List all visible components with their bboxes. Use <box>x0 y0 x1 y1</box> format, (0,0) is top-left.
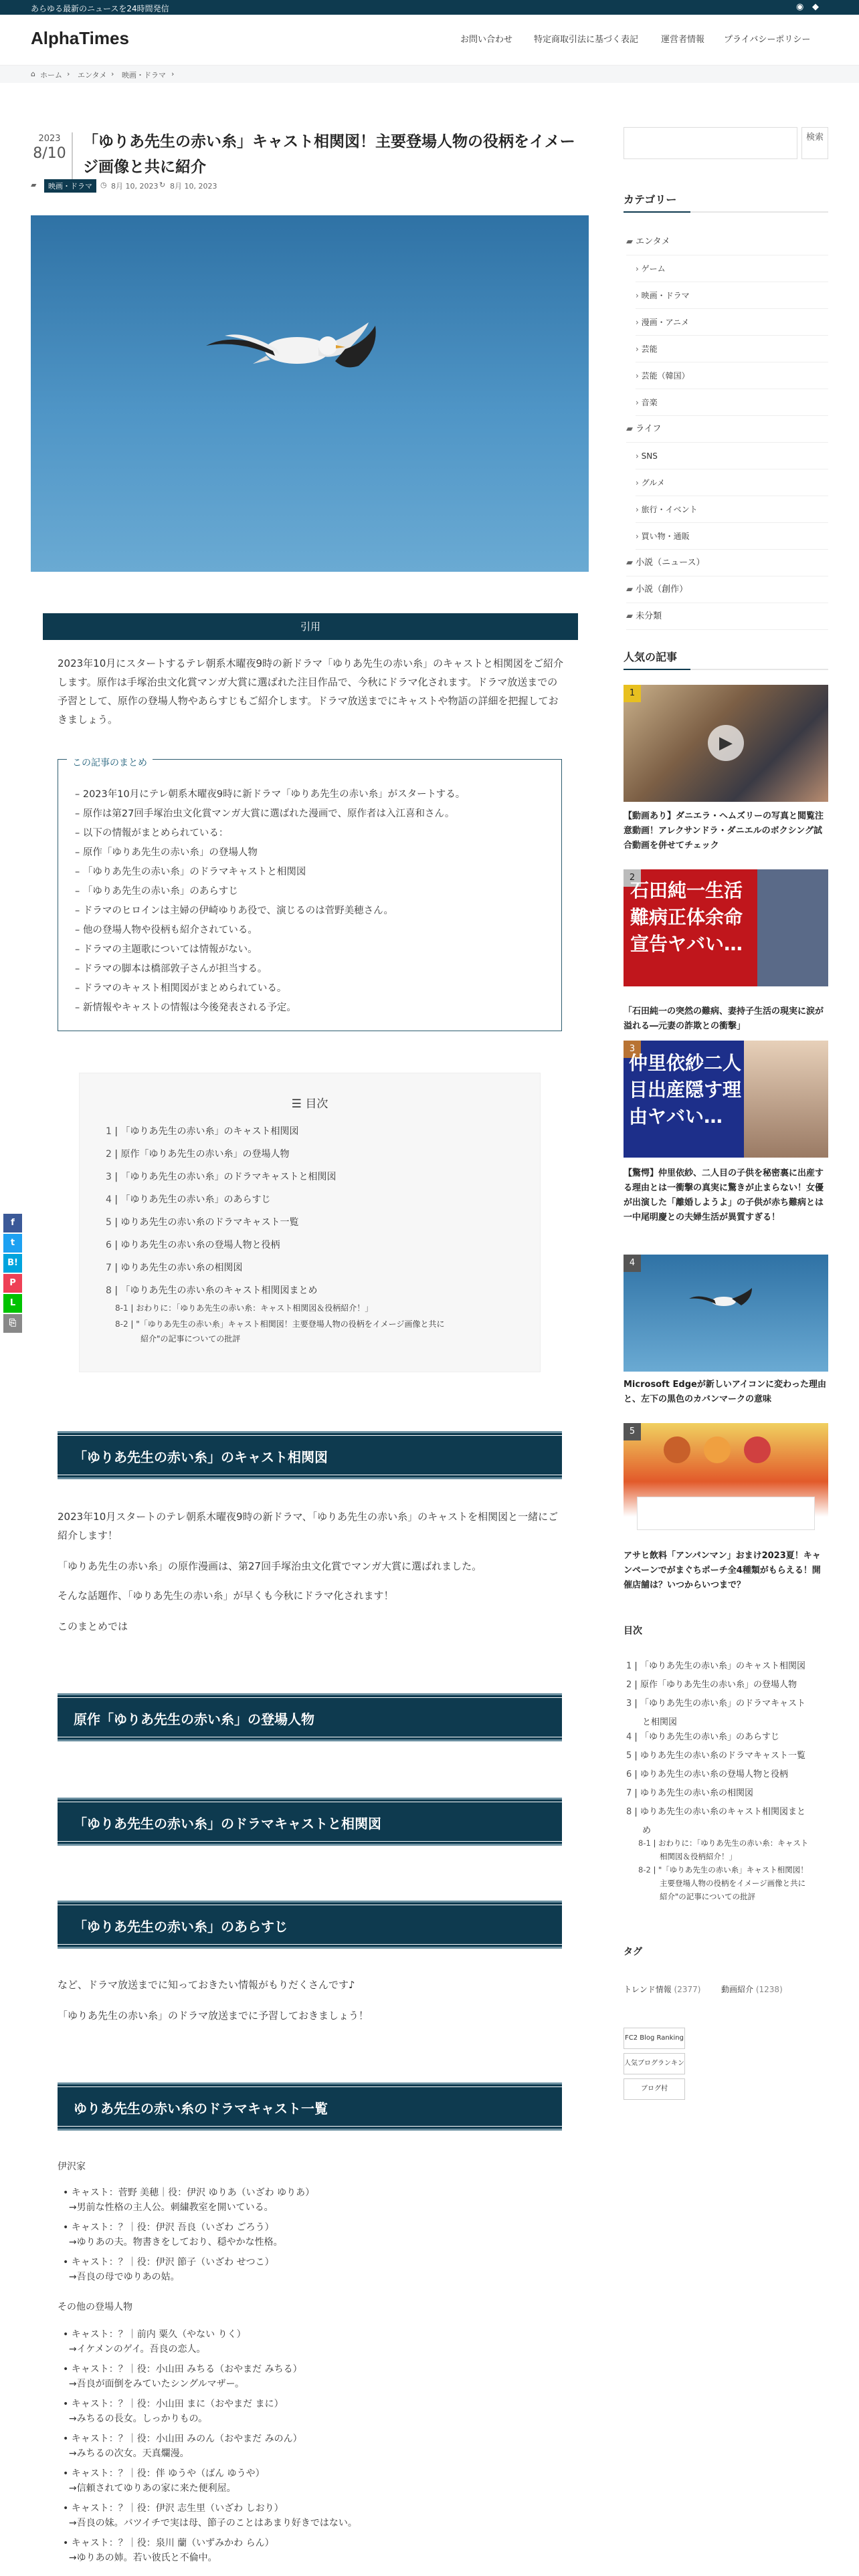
nav-contact[interactable]: お問い合わせ <box>460 35 513 45</box>
chevron-right-icon: › <box>636 451 642 461</box>
sidebar-toc-item[interactable]: 5 | ゆりあ先生の赤い糸のドラマキャスト一覧 <box>626 1751 805 1761</box>
site-logo[interactable]: AlphaTimes <box>31 28 129 48</box>
category-label: 買い物・通販 <box>641 532 690 541</box>
play-icon[interactable]: ▶ <box>708 725 744 761</box>
folder-icon: ▰ <box>626 584 636 595</box>
share-line-button[interactable]: L <box>3 1294 22 1313</box>
paragraph: 「ゆりあ先生の赤い糸」のドラマ放送までに予習しておきましょう！ <box>58 2010 369 2022</box>
popular-thumbnail[interactable] <box>624 1423 828 1540</box>
rank-badge: 2 <box>624 869 641 887</box>
copy-link-button[interactable]: ⎘ <box>3 1314 22 1333</box>
section-heading: 原作「ゆりあ先生の赤い糸」の登場人物 <box>58 1693 562 1741</box>
list-icon: ☰ <box>291 1097 306 1111</box>
sidebar-toc-item[interactable]: 8 | ゆりあ先生の赤い糸のキャスト相関図まと <box>626 1807 805 1817</box>
sidebar-subcategory[interactable] <box>636 255 828 282</box>
thumbnail-text: 石田純一生活難病正体余命宣告ヤバい… <box>630 879 743 955</box>
post-year: 2023 <box>38 134 61 144</box>
sidebar-toc-subitem[interactable]: 紹介"の記事についての批評 <box>660 1892 756 1901</box>
toc-item[interactable]: 3 | 「ゆりあ先生の赤い糸」のドラマキャストと相関図 <box>106 1172 337 1182</box>
sidebar-subcategory[interactable] <box>636 309 828 336</box>
category-label: 芸能 <box>641 344 658 354</box>
nav-tokushoho[interactable]: 特定商取引法に基づく表記 <box>534 35 639 45</box>
category-label: 音楽 <box>641 398 658 407</box>
sidebar-subcategory[interactable] <box>636 336 828 362</box>
group-label: その他の登場人物 <box>58 2302 132 2313</box>
rank-badge: 3 <box>624 1041 641 1058</box>
sidebar-toc-item[interactable]: 7 | ゆりあ先生の赤い糸の相関図 <box>626 1788 753 1798</box>
popular-thumbnail[interactable] <box>624 1041 828 1158</box>
breadcrumb <box>0 66 859 83</box>
chevron-right-icon: › <box>636 478 642 488</box>
post-month-day: 8/10 <box>33 145 66 162</box>
toc-item[interactable]: 1 | 「ゆりあ先生の赤い糸」のキャスト相関図 <box>106 1126 299 1137</box>
summary-item: – 原作は第27回手塚治虫文化賞マンガ大賞に選ばれた漫画で、原作者は入江喜和さん。 <box>75 809 455 819</box>
chevron-right-icon: › <box>636 264 642 274</box>
list-item: • キャスト：菅野 美穂｜役：伊沢 ゆりあ（いざわ ゆりあ） →男前な性格の主人公。刺繍教室を開いている。 <box>63 2187 315 2213</box>
updated-date: 8月 10, 2023 <box>170 182 217 191</box>
summary-item: – ドラマの脚本は橋部敦子さんが担当する。 <box>75 964 268 974</box>
published-date: 8月 10, 2023 <box>111 182 159 191</box>
sidebar-toc-item[interactable]: 6 | ゆりあ先生の赤い糸の登場人物と役柄 <box>626 1769 788 1780</box>
share-hatena-button[interactable]: B! <box>3 1254 22 1273</box>
category-label: 旅行・イベント <box>641 505 698 514</box>
category-label: ゲーム <box>641 264 666 274</box>
section-heading: 「ゆりあ先生の赤い糸」のあらすじ <box>58 1901 562 1949</box>
eyecatch-image <box>31 215 589 572</box>
sidebar-subcategory[interactable] <box>636 523 828 550</box>
share-pocket-button[interactable]: P <box>3 1274 22 1293</box>
toc-item[interactable]: 7 | ゆりあ先生の赤い糸の相関図 <box>106 1263 243 1273</box>
folder-icon: ▰ <box>626 558 636 568</box>
rss-icon[interactable]: ◉ <box>796 2 804 12</box>
sidebar-toc-item[interactable]: 3 | 「ゆりあ先生の赤い糸」のドラマキャスト <box>626 1699 805 1709</box>
sidebar-toc-subitem[interactable]: 相関図＆役柄紹介！」 <box>660 1852 737 1861</box>
summary-item: – 新情報やキャストの情報は今後発表される予定。 <box>75 1002 296 1013</box>
rank-badge: 4 <box>624 1255 641 1272</box>
sidebar-toc-item[interactable]: 1 | 「ゆりあ先生の赤い糸」のキャスト相関図 <box>626 1661 805 1671</box>
list-item: • キャスト：？｜前内 粟久（やない りく） →イケメンのゲイ。吾良の恋人。 <box>63 2329 246 2355</box>
category-label: 未分類 <box>636 611 662 621</box>
list-item: • キャスト：？｜役：小山田 みのん（おやまだ みのん） →みちるの次女。天真爛漫。 <box>63 2434 302 2459</box>
sidebar-toc-title: 目次 <box>624 1626 642 1636</box>
category-label: SNS <box>641 451 658 461</box>
share-twitter-button[interactable]: t <box>3 1234 22 1253</box>
list-item: • キャスト：？｜役：泉川 蘭（いずみかわ らん） →ゆりあの姉。若い彼氏と不倫中。 <box>63 2538 274 2563</box>
chevron-right-icon: › <box>67 70 70 78</box>
toc-title: ☰ 目次 <box>291 1097 328 1111</box>
toc-item[interactable]: 6 | ゆりあ先生の赤い糸の登場人物と役柄 <box>106 1240 280 1251</box>
sidebar-category[interactable] <box>626 603 828 630</box>
sidebar-toc-item[interactable]: と相関図 <box>642 1717 678 1727</box>
rank-badge: 1 <box>624 685 641 702</box>
divider <box>624 669 690 670</box>
summary-item: – ドラマの主題歌については情報がない。 <box>75 944 258 955</box>
chevron-right-icon: › <box>636 291 642 300</box>
sidebar-subcategory[interactable] <box>636 469 828 496</box>
intro-text: 2023年10月にスタートするテレ朝系木曜夜9時の新ドラマ「ゆりあ先生の赤い糸」のキャストと相関図をご紹介します。原作は手塚治虫文化賞マンガ大賞に選ばれた注目作品で、今秋にドラマ化されます。ドラマ放送までの予習として、原作の登場人物やあらすじもご紹介します。ドラマ放送までにキャストや物語の詳細を把握しておきましょう。 <box>58 657 564 726</box>
divider <box>72 132 73 179</box>
summary-item: – 「ゆりあ先生の赤い糸」のドラマキャストと相関図 <box>75 867 306 877</box>
chevron-right-icon: › <box>111 70 114 78</box>
tag-video[interactable]: 動画紹介 (1238) <box>721 1985 783 1994</box>
sidebar-toc-item[interactable]: め <box>642 1826 652 1836</box>
sidebar-toc-subitem[interactable]: 8-1 | おわりに：「ゆりあ先生の赤い糸：キャスト <box>638 1838 809 1848</box>
sidebar-category[interactable] <box>626 576 828 603</box>
popular-title[interactable]: アサヒ飲料「アンパンマン」おまけ2023夏！キャンペーンでがまぐちポーチ全4種類がもらえる！開催店舗は？いつからいつまで？ <box>624 1551 821 1590</box>
sidebar-toc-item[interactable]: 4 | 「ゆりあ先生の赤い糸」のあらすじ <box>626 1732 779 1742</box>
popular-title[interactable]: 【驚愕】仲里依紗、二人目の子供を秘密裏に出産する理由とは一衝撃の真実に驚きが止まらない！女優が出演した「離婚しようよ」の子供が赤ち難病とは一中尾明慶との夫婦生活が異質すぎる！ <box>624 1168 824 1222</box>
toc-item[interactable]: 5 | ゆりあ先生の赤い糸のドラマキャスト一覧 <box>106 1217 299 1228</box>
toc-subitem[interactable]: 8-1 | おわりに：「ゆりあ先生の赤い糸：キャスト相関図＆役柄紹介！」 <box>115 1303 373 1313</box>
list-item: • キャスト：？｜役：小山田 みちる（おやまだ みちる） →吾良が面倒をみていたシングルマザー。 <box>63 2364 302 2389</box>
paragraph: 2023年10月スタートのテレ朝系木曜夜9時の新ドラマ、「ゆりあ先生の赤い糸」のキャストを相関図と一緒にご紹介します！ <box>58 1511 559 1541</box>
section-heading: ゆりあ先生の赤い糸のドラマキャスト一覧 <box>58 2082 562 2131</box>
quote-bar: 引用 <box>43 613 578 640</box>
sidebar-toc-item[interactable]: 2 | 原作「ゆりあ先生の赤い糸」の登場人物 <box>626 1680 797 1690</box>
toc-item[interactable]: 4 | 「ゆりあ先生の赤い糸」のあらすじ <box>106 1194 271 1205</box>
blogmura-badge[interactable]: ブログ村 <box>624 2078 685 2100</box>
chevron-right-icon: › <box>636 318 642 327</box>
chevron-right-icon: › <box>636 398 642 407</box>
feedly-icon[interactable]: ◆ <box>812 2 819 12</box>
toc-item[interactable]: 8 | 「ゆりあ先生の赤い糸のキャスト相関図まとめ <box>106 1285 318 1296</box>
popular-title[interactable]: 【動画あり】ダニエラ・ヘムズリーの写真と閲覧注意動画！アレクサンドラ・ダニエルのボクシング試合動画を併せてチェック <box>624 811 824 851</box>
widget-title-category: カテゴリー <box>624 193 677 206</box>
sidebar-subcategory[interactable] <box>636 496 828 523</box>
thumbnail-text: 仲里依紗二人目出産隠す理由ヤバい… <box>629 1052 742 1128</box>
list-item: • キャスト：？｜役：伊沢 志生里（いざわ しおり） →吾良の妹。バツイチで実は母、節子のことはあまり好きではない。 <box>63 2503 357 2529</box>
nav-privacy[interactable]: プライバシーポリシー <box>724 35 811 45</box>
site-tagline: あらゆる最新のニュースを24時間発信 <box>31 4 169 13</box>
folder-icon: ▰ <box>626 424 636 434</box>
summary-item: – ドラマのキャスト相関図がまとめられている。 <box>75 983 287 994</box>
toc-subitem[interactable]: 紹介"の記事についての批評 <box>140 1334 241 1344</box>
post-date <box>31 134 68 162</box>
summary-title: この記事のまとめ <box>67 756 153 769</box>
site-header <box>0 15 859 66</box>
category-label: グルメ <box>641 478 665 488</box>
chevron-right-icon: › <box>171 70 175 78</box>
sidebar-subcategory[interactable] <box>636 282 828 309</box>
summary-item: – 2023年10月にテレ朝系木曜夜9時に新ドラマ「ゆりあ先生の赤い糸」がスタートする。 <box>75 789 466 800</box>
top-bar <box>0 0 859 15</box>
chevron-right-icon: › <box>636 505 642 514</box>
list-item: • キャスト：？｜役：伴 ゆうや（ばん ゆうや） →信頼されてゆりあの家に来た便利屋。 <box>63 2468 265 2494</box>
search-input[interactable] <box>624 127 797 159</box>
summary-item: – 「ゆりあ先生の赤い糸」のあらすじ <box>75 886 238 897</box>
category-label: 小説（ニュース） <box>636 558 705 568</box>
popular-thumbnail[interactable] <box>624 869 828 986</box>
category-label: 映画・ドラマ <box>641 291 690 300</box>
fc2-ranking-badge[interactable]: FC2 Blog Ranking <box>624 2028 685 2049</box>
popular-thumbnail[interactable] <box>624 1255 828 1372</box>
toc-subitem[interactable]: 8-2 | "「ゆりあ先生の赤い糸」キャスト相関図！主要登場人物の役柄をイメージ画像と共に <box>115 1319 445 1329</box>
sidebar-category[interactable] <box>626 550 828 576</box>
paragraph: このまとめでは <box>58 1620 128 1632</box>
paragraph: 「ゆりあ先生の赤い糸」の原作漫画は、第27回手塚治虫文化賞でマンガ大賞に選ばれました。 <box>58 1560 482 1572</box>
popular-title[interactable]: Microsoft Edgeが新しいアイコンに変わった理由と、左下の黒色のカバンマークの意味 <box>624 1380 826 1404</box>
sidebar-subcategory[interactable] <box>636 443 828 469</box>
sidebar-subcategory[interactable] <box>636 362 828 389</box>
popular-title[interactable]: 「石田純一の突然の難病、妻持子生活の現実に涙が溢れる―元妻の詐欺との衝撃」 <box>624 1006 824 1031</box>
group-label: 伊沢家 <box>58 2161 86 2172</box>
list-item: • キャスト：？｜役：小山田 まに（おやまだ まに） →みちるの長女。しっかりもの。 <box>63 2399 284 2424</box>
widget-title-tags: タグ <box>624 1947 642 1957</box>
blog-ranking-badge[interactable]: 人気ブログランキン <box>624 2053 685 2074</box>
chevron-right-icon: › <box>636 371 642 381</box>
section-heading: 「ゆりあ先生の赤い糸」のドラマキャストと相関図 <box>58 1798 562 1846</box>
section-heading: 「ゆりあ先生の赤い糸」のキャスト相関図 <box>58 1431 562 1479</box>
page-title: 「ゆりあ先生の赤い糸」キャスト相関図！主要登場人物の役柄をイメージ画像と共に紹介 <box>83 133 575 176</box>
divider <box>624 211 690 213</box>
summary-item: – ドラマのヒロインは主婦の伊崎ゆりあ役で、演じるのは菅野美穂さん。 <box>75 905 394 916</box>
folder-icon: ▰ <box>31 181 37 189</box>
category-label: ライフ <box>636 424 662 434</box>
clock-icon: ◷ <box>100 181 107 189</box>
sidebar-subcategory[interactable] <box>636 389 828 416</box>
list-item: • キャスト：？｜役：伊沢 節子（いざわ せつこ） →吾良の母でゆりあの姑。 <box>63 2257 274 2282</box>
folder-icon: ▰ <box>626 611 636 621</box>
folder-icon: ▰ <box>626 237 636 247</box>
category-label: 小説（創作） <box>636 584 688 595</box>
breadcrumb-home[interactable]: ホーム <box>40 71 62 80</box>
list-item: • キャスト：？｜役：伊沢 吾良（いざわ ごろう） →ゆりあの夫。物書きをしており、穏やかな性格。 <box>63 2222 283 2248</box>
sidebar-category[interactable] <box>626 416 828 443</box>
chevron-right-icon: › <box>636 532 642 541</box>
nav-operator[interactable]: 運営者情報 <box>661 35 705 45</box>
category-label: エンタメ <box>636 237 670 247</box>
home-icon[interactable]: ⌂ <box>31 70 35 78</box>
sidebar-toc-subitem[interactable]: 8-2 | "「ゆりあ先生の赤い糸」キャスト相関図！ <box>638 1865 808 1874</box>
summary-item: – 原作「ゆりあ先生の赤い糸」の登場人物 <box>75 847 258 858</box>
tag-trend[interactable]: トレンド情報 (2377) <box>624 1985 701 1994</box>
widget-title-popular: 人気の記事 <box>624 651 678 663</box>
breadcrumb-entame[interactable]: エンタメ <box>78 71 107 80</box>
summary-item: – 以下の情報がまとめられている： <box>75 828 229 839</box>
breadcrumb-drama[interactable]: 映画・ドラマ <box>122 71 166 80</box>
paragraph: そんな話題作、「ゆりあ先生の赤い糸」が早くも今秋にドラマ化されます！ <box>58 1590 394 1602</box>
sidebar-category[interactable] <box>626 229 828 255</box>
category-label: 漫画・アニメ <box>641 318 690 327</box>
rank-badge: 5 <box>624 1423 641 1440</box>
category-badge[interactable]: 映画・ドラマ <box>44 179 96 193</box>
share-facebook-button[interactable]: f <box>3 1214 22 1232</box>
summary-item: – 他の登場人物や役柄も紹介されている。 <box>75 925 258 936</box>
popular-thumbnail[interactable] <box>624 685 828 802</box>
paragraph: など、ドラマ放送までに知っておきたい情報がもりだくさんです♪ <box>58 1979 355 1991</box>
search-button[interactable]: 検索 <box>801 127 828 159</box>
refresh-icon: ↻ <box>159 181 166 189</box>
seagull-icon <box>624 1255 828 1372</box>
chevron-right-icon: › <box>636 344 642 354</box>
category-label: 芸能（韓国） <box>641 371 690 381</box>
sidebar-toc-subitem[interactable]: 主要登場人物の役柄をイメージ画像と共に <box>660 1879 806 1888</box>
toc-item[interactable]: 2 | 原作「ゆりあ先生の赤い糸」の登場人物 <box>106 1149 290 1160</box>
seagull-icon <box>31 215 589 572</box>
